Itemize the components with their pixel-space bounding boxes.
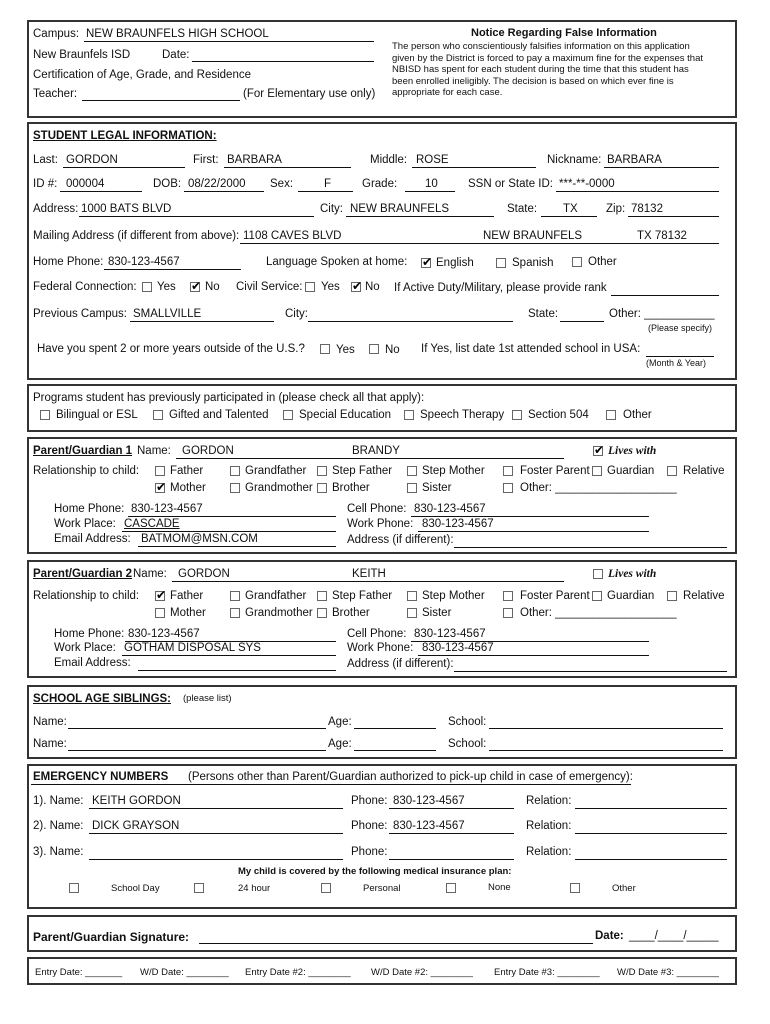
insurance-personal-label: Personal	[363, 883, 401, 894]
program-bilingual-label: Bilingual or ESL	[56, 409, 138, 421]
civil-no-checkbox[interactable]	[351, 282, 361, 292]
g1-cell-label: Cell Phone:	[347, 503, 407, 515]
g1-relative-checkbox[interactable]	[667, 466, 677, 476]
spanish-checkbox[interactable]	[496, 258, 506, 268]
guardian2-lives-with-checkbox[interactable]	[593, 569, 603, 579]
emergency2-phone-label: Phone:	[351, 820, 388, 832]
g2-guardian-label: Guardian	[607, 590, 655, 602]
ssn-label: SSN or State ID:	[468, 178, 554, 190]
guardian2-last-name[interactable]: GORDON	[178, 568, 230, 580]
signature-date-field[interactable]: ____/____/_____	[629, 930, 719, 942]
previous-state-label: State:	[528, 308, 559, 320]
date-field[interactable]	[192, 61, 374, 62]
mailing-city-field[interactable]: NEW BRAUNFELS	[483, 230, 583, 242]
city-label: City:	[320, 203, 343, 215]
emergency1-relation-label: Relation:	[526, 795, 572, 807]
last-label: Last:	[33, 154, 58, 166]
insurance-personal-checkbox[interactable]	[321, 883, 331, 893]
notice-title: Notice Regarding False Information	[471, 27, 657, 39]
mailing-address-field[interactable]: 1108 CAVES BLVD	[243, 230, 342, 242]
nickname-label: Nickname:	[547, 154, 602, 166]
sibling1-age-field[interactable]	[354, 728, 436, 729]
zip-label: Zip:	[606, 203, 626, 215]
g1-foster-checkbox[interactable]	[503, 466, 513, 476]
sex-field[interactable]: F	[324, 178, 332, 190]
english-label: English	[436, 257, 474, 269]
emergency1-phone-field[interactable]: 830-123-4567	[393, 795, 465, 807]
g2-grandmother-label: Grandmother	[245, 607, 313, 619]
g1-guardian-label: Guardian	[607, 465, 655, 477]
home-phone-field[interactable]: 830-123-4567	[108, 256, 180, 268]
g2-home-phone-label: Home Phone:	[54, 628, 125, 640]
program-gifted-label: Gifted and Talented	[169, 409, 269, 421]
other-language-checkbox[interactable]	[572, 257, 582, 267]
program-special-ed-checkbox[interactable]	[283, 410, 293, 420]
emergency-note: (Persons other than Parent/Guardian authorized to pick-up child in case of emergency):	[188, 771, 633, 783]
g2-mother-label: Mother	[170, 607, 206, 619]
last-name-field[interactable]: GORDON	[66, 154, 118, 166]
g1-guardian-checkbox[interactable]	[592, 466, 602, 476]
notice-text: The person who conscientiously falsifies information on this application given by the District is forced to pay a maximum fine for the expenses that NBISD has spent for each student during the time that this student has been enrolled ineligibly. The decision is based on which ever fine is appropriate for each case.	[392, 41, 704, 98]
insurance-24hour-label: 24 hour	[238, 883, 271, 894]
emergency3-phone-label: Phone:	[351, 846, 388, 858]
g1-foster-label: Foster Parent	[520, 465, 590, 477]
guardian1-name-label: Name:	[137, 445, 171, 457]
guardian1-title: Parent/Guardian 1	[33, 445, 133, 457]
insurance-24hour-checkbox[interactable]	[194, 883, 204, 893]
other-language-label: Other	[588, 256, 617, 268]
g1-address-field[interactable]	[454, 547, 727, 548]
program-speech-checkbox[interactable]	[404, 410, 414, 420]
g1-stepmother-label: Step Mother	[422, 465, 485, 477]
g2-other-field[interactable]: Other: ___________________	[520, 607, 677, 619]
g2-cell-label: Cell Phone:	[347, 628, 407, 640]
sibling1-name-field[interactable]	[68, 728, 326, 729]
sibling2-name-field[interactable]	[68, 750, 326, 751]
english-checkbox[interactable]	[421, 258, 431, 268]
middle-name-field[interactable]: ROSE	[416, 154, 449, 166]
program-504-checkbox[interactable]	[512, 410, 522, 420]
wd-date3-field[interactable]: W/D Date #3: ________	[617, 967, 719, 978]
g2-mother-checkbox[interactable]	[155, 608, 165, 618]
g1-email-label: Email Address:	[54, 533, 131, 545]
program-504-label: Section 504	[528, 409, 589, 421]
outside-no-checkbox[interactable]	[369, 344, 379, 354]
federal-yes-label: Yes	[157, 281, 176, 293]
g2-father-label: Father	[170, 590, 204, 602]
sibling1-age-label: Age:	[328, 716, 352, 728]
g1-brother-checkbox[interactable]	[317, 483, 327, 493]
previous-campus-field[interactable]: SMALLVILLE	[133, 308, 202, 320]
program-gifted-checkbox[interactable]	[153, 410, 163, 420]
outside-us-question: Have you spent 2 or more years outside of the U.S.?	[37, 343, 305, 355]
guardian1-lives-with-checkbox[interactable]	[593, 446, 603, 456]
zip-field[interactable]: 78132	[631, 203, 663, 215]
emergency2-phone-field[interactable]: 830-123-4567	[393, 820, 465, 832]
program-bilingual-checkbox[interactable]	[40, 410, 50, 420]
insurance-other-checkbox[interactable]	[570, 883, 580, 893]
g2-other-checkbox[interactable]	[503, 608, 513, 618]
g1-work-place-label: Work Place:	[54, 518, 116, 530]
emergency1-name-field[interactable]: KEITH GORDON	[92, 795, 181, 807]
guardian2-first-name[interactable]: KEITH	[352, 568, 386, 580]
guardian1-lives-with-label: Lives with	[608, 445, 657, 457]
g2-work-phone-label: Work Phone:	[347, 642, 414, 654]
federal-no-checkbox[interactable]	[190, 282, 200, 292]
emergency1-relation-field[interactable]	[575, 808, 727, 809]
campus-label: Campus:	[33, 28, 80, 40]
guardian1-relationship-label: Relationship to child:	[33, 465, 140, 477]
mailing-label: Mailing Address (if different from above):	[33, 230, 240, 242]
g2-cell-field[interactable]: 830-123-4567	[414, 628, 486, 640]
emergency2-label: 2). Name:	[33, 820, 84, 832]
rank-field[interactable]	[611, 295, 719, 296]
outside-yes-label: Yes	[336, 344, 355, 356]
g1-grandmother-checkbox[interactable]	[230, 483, 240, 493]
g2-work-place-field[interactable]: GOTHAM DISPOSAL SYS	[124, 642, 261, 654]
campus-value[interactable]: NEW BRAUNFELS HIGH SCHOOL	[86, 28, 269, 40]
sex-label: Sex:	[270, 178, 294, 190]
program-special-ed-label: Special Education	[299, 409, 392, 421]
g2-work-place-label: Work Place:	[54, 642, 116, 654]
sibling1-name-label: Name:	[33, 716, 67, 728]
grade-field[interactable]: 10	[425, 178, 438, 190]
guardian2-name-label: Name:	[133, 568, 167, 580]
g1-grandfather-checkbox[interactable]	[230, 466, 240, 476]
address-field[interactable]: 1000 BATS BLVD	[81, 203, 172, 215]
federal-label: Federal Connection:	[33, 281, 137, 293]
g1-other-checkbox[interactable]	[503, 483, 513, 493]
civil-no-label: No	[365, 281, 380, 293]
sibling2-age-label: Age:	[328, 738, 352, 750]
teacher-label: Teacher:	[33, 88, 78, 100]
mailing-state-zip-field[interactable]: TX 78132	[637, 230, 687, 242]
g2-stepmother-label: Step Mother	[422, 590, 485, 602]
district-name: New Braunfels ISD	[33, 49, 131, 61]
g2-work-phone-field[interactable]: 830-123-4567	[422, 642, 494, 654]
civil-yes-label: Yes	[321, 281, 340, 293]
g1-cell-field[interactable]: 830-123-4567	[414, 503, 486, 515]
please-specify-note: (Please specify)	[648, 323, 713, 333]
g1-work-phone-field[interactable]: 830-123-4567	[422, 518, 494, 530]
previous-campus-label: Previous Campus:	[33, 308, 127, 320]
signature-date-label: Date:	[595, 930, 624, 942]
g2-father-checkbox[interactable]	[155, 591, 165, 601]
g2-brother-checkbox[interactable]	[317, 608, 327, 618]
g1-mother-label: Mother	[170, 482, 206, 494]
g1-father-label: Father	[170, 465, 204, 477]
siblings-title: SCHOOL AGE SIBLINGS:	[33, 693, 172, 705]
state-label: State:	[507, 203, 538, 215]
outside-no-label: No	[385, 344, 400, 356]
g2-relative-label: Relative	[683, 590, 725, 602]
g2-grandfather-label: Grandfather	[245, 590, 307, 602]
g1-work-place-field[interactable]: CASCADE	[124, 518, 180, 530]
emergency2-name-field[interactable]: DICK GRAYSON	[92, 820, 180, 832]
state-field[interactable]: TX	[563, 203, 578, 215]
student-section-title: STUDENT LEGAL INFORMATION:	[33, 130, 217, 142]
civil-yes-checkbox[interactable]	[305, 282, 315, 292]
program-other-checkbox[interactable]	[606, 410, 616, 420]
city-field[interactable]: NEW BRAUNFELS	[350, 203, 450, 215]
signature-label: Parent/Guardian Signature:	[33, 930, 190, 944]
dob-field[interactable]: 08/22/2000	[188, 178, 246, 190]
program-other-label: Other	[623, 409, 652, 421]
g2-grandmother-checkbox[interactable]	[230, 608, 240, 618]
insurance-none-checkbox[interactable]	[446, 883, 456, 893]
entry-date3-field[interactable]: Entry Date #3: ________	[494, 967, 600, 978]
insurance-title: My child is covered by the following medical insurance plan:	[238, 866, 512, 877]
signature-field[interactable]	[199, 943, 593, 944]
g1-father-checkbox[interactable]	[155, 466, 165, 476]
g1-work-phone-label: Work Phone:	[347, 518, 414, 530]
dob-label: DOB:	[153, 178, 182, 190]
sibling1-school-field[interactable]	[489, 728, 723, 729]
g2-grandfather-checkbox[interactable]	[230, 591, 240, 601]
middle-label: Middle:	[370, 154, 408, 166]
g1-sister-checkbox[interactable]	[407, 483, 417, 493]
siblings-note: (please list)	[183, 693, 232, 704]
g2-sister-label: Sister	[422, 607, 452, 619]
g1-stepfather-checkbox[interactable]	[317, 466, 327, 476]
entry-date-field[interactable]: Entry Date: _______	[35, 967, 123, 978]
insurance-school-day-checkbox[interactable]	[69, 883, 79, 893]
emergency2-relation-label: Relation:	[526, 820, 572, 832]
programs-question: Programs student has previously participated in (please check all that apply):	[33, 392, 425, 404]
program-speech-label: Speech Therapy	[420, 409, 505, 421]
guardian2-relationship-label: Relationship to child:	[33, 590, 140, 602]
g2-foster-label: Foster Parent	[520, 590, 590, 602]
sibling2-name-label: Name:	[33, 738, 67, 750]
g2-email-label: Email Address:	[54, 657, 131, 669]
wd-date-field[interactable]: W/D Date: ________	[140, 967, 229, 978]
g1-home-phone-field[interactable]: 830-123-4567	[131, 503, 203, 515]
grade-label: Grade:	[362, 178, 398, 190]
wd-date2-field[interactable]: W/D Date #2: ________	[371, 967, 473, 978]
emergency3-label: 3). Name:	[33, 846, 84, 858]
guardian2-title: Parent/Guardian 2	[33, 568, 133, 580]
language-label: Language Spoken at home:	[266, 256, 408, 268]
g1-grandfather-label: Grandfather	[245, 465, 307, 477]
previous-city-label: City:	[285, 308, 308, 320]
insurance-none-label: None	[488, 882, 511, 893]
teacher-note: (For Elementary use only)	[243, 88, 376, 100]
previous-city-field[interactable]	[308, 321, 513, 322]
g2-brother-label: Brother	[332, 607, 370, 619]
teacher-field[interactable]	[82, 100, 240, 101]
g1-mother-checkbox[interactable]	[155, 483, 165, 493]
g2-stepfather-label: Step Father	[332, 590, 393, 602]
emergency1-phone-label: Phone:	[351, 795, 388, 807]
emergency3-name-field[interactable]	[89, 859, 343, 860]
g2-foster-checkbox[interactable]	[503, 591, 513, 601]
spanish-label: Spanish	[512, 257, 554, 269]
g2-guardian-checkbox[interactable]	[592, 591, 602, 601]
id-field[interactable]: 000004	[66, 178, 105, 190]
emergency3-relation-field[interactable]	[575, 859, 727, 860]
emergency3-phone-field[interactable]	[389, 859, 514, 860]
sibling2-school-field[interactable]	[489, 750, 723, 751]
g2-address-label: Address (if different):	[347, 658, 454, 670]
guardian1-first-name[interactable]: BRANDY	[352, 445, 400, 457]
ssn-field[interactable]: ***-**-0000	[559, 178, 615, 190]
previous-state-field[interactable]	[560, 321, 604, 322]
g1-stepmother-checkbox[interactable]	[407, 466, 417, 476]
outside-yes-checkbox[interactable]	[320, 344, 330, 354]
month-year-note: (Month & Year)	[646, 358, 707, 368]
entry-date2-field[interactable]: Entry Date #2: ________	[245, 967, 351, 978]
g1-address-label: Address (if different):	[347, 534, 454, 546]
first-attended-label: If Yes, list date 1st attended school in USA:	[421, 343, 641, 355]
emergency1-label: 1). Name:	[33, 795, 84, 807]
g2-home-phone-field[interactable]: 830-123-4567	[128, 628, 200, 640]
emergency3-relation-label: Relation:	[526, 846, 572, 858]
g1-brother-label: Brother	[332, 482, 370, 494]
guardian1-last-name[interactable]: GORDON	[182, 445, 234, 457]
active-duty-label: If Active Duty/Military, please provide rank	[394, 282, 607, 294]
first-name-field[interactable]: BARBARA	[227, 154, 282, 166]
g2-relative-checkbox[interactable]	[667, 591, 677, 601]
insurance-other-label: Other	[612, 883, 636, 894]
g1-stepfather-label: Step Father	[332, 465, 393, 477]
home-phone-label: Home Phone:	[33, 256, 104, 268]
g2-address-field[interactable]	[454, 671, 727, 672]
federal-no-label: No	[205, 281, 220, 293]
g1-other-field[interactable]: Other: ___________________	[520, 482, 677, 494]
emergency2-relation-field[interactable]	[575, 833, 727, 834]
emergency-title: EMERGENCY NUMBERS	[33, 771, 169, 783]
sibling1-school-label: School:	[448, 716, 487, 728]
guardian2-lives-with-label: Lives with	[608, 568, 657, 580]
nickname-field[interactable]: BARBARA	[607, 154, 662, 166]
civil-service-label: Civil Service:	[236, 281, 303, 293]
federal-yes-checkbox[interactable]	[142, 282, 152, 292]
id-label: ID #:	[33, 178, 58, 190]
sibling2-age-field[interactable]	[354, 750, 436, 751]
g1-relative-label: Relative	[683, 465, 725, 477]
g1-sister-label: Sister	[422, 482, 452, 494]
g2-stepmother-checkbox[interactable]	[407, 591, 417, 601]
insurance-school-day-label: School Day	[111, 883, 160, 894]
g1-home-phone-label: Home Phone:	[54, 503, 125, 515]
g2-sister-checkbox[interactable]	[407, 608, 417, 618]
g1-email-field[interactable]: BATMOM@MSN.COM	[141, 533, 258, 545]
address-label: Address:	[33, 203, 79, 215]
first-label: First:	[193, 154, 219, 166]
sibling2-school-label: School:	[448, 738, 487, 750]
certification-title: Certification of Age, Grade, and Residence	[33, 69, 251, 81]
previous-other-label[interactable]: Other: ___________	[609, 308, 715, 320]
date-label: Date:	[162, 49, 190, 61]
g1-grandmother-label: Grandmother	[245, 482, 313, 494]
g2-stepfather-checkbox[interactable]	[317, 591, 327, 601]
